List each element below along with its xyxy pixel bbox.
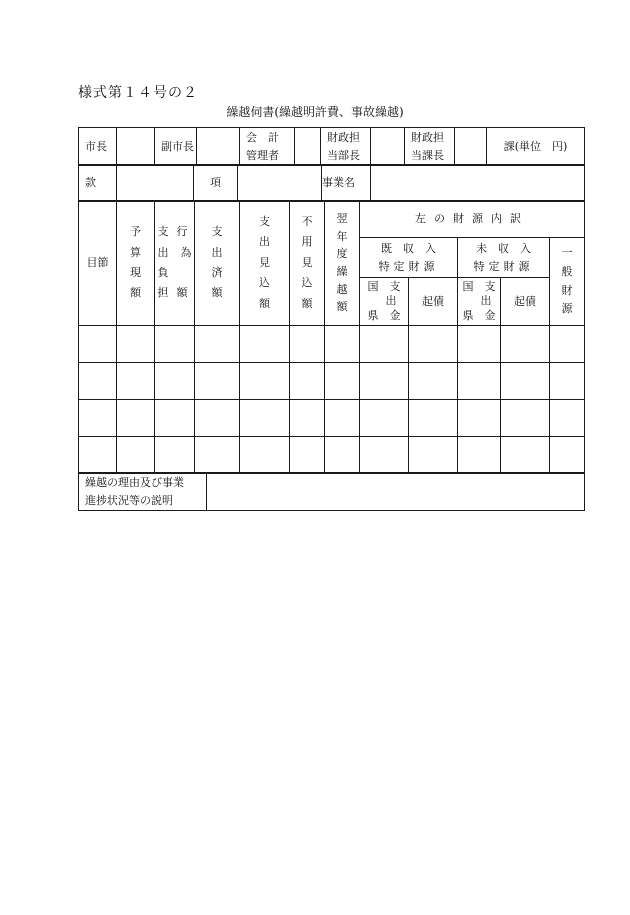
budget-amount-header — [117, 201, 155, 326]
kan-label: 款 — [79, 165, 117, 202]
unused-char: 込 — [301, 276, 313, 290]
table-cell[interactable] — [195, 400, 240, 437]
table-cell[interactable] — [409, 363, 458, 400]
finance-director-line2: 当部長 — [327, 148, 360, 162]
table-cell[interactable] — [409, 400, 458, 437]
expected-char: 見 — [259, 255, 270, 269]
table-cell[interactable] — [409, 437, 458, 474]
table-cell[interactable] — [195, 437, 240, 474]
received-specific-line2: 特定財源 — [378, 259, 439, 273]
project-name-value[interactable] — [371, 165, 585, 202]
table-cell[interactable] — [458, 326, 501, 363]
table-cell[interactable] — [325, 326, 360, 363]
expected-char: 込 — [259, 276, 270, 290]
national-pref-disbursement-header-2 — [458, 278, 501, 326]
table-cell[interactable] — [117, 437, 155, 474]
general-char: 財 — [561, 283, 573, 297]
table-cell[interactable] — [501, 437, 550, 474]
np-line2: 出 — [480, 294, 492, 308]
table-cell[interactable] — [240, 437, 290, 474]
table-row — [79, 400, 585, 437]
carryover-char: 額 — [336, 300, 348, 314]
table-cell[interactable] — [360, 363, 409, 400]
deputy-mayor-stamp-box[interactable] — [197, 128, 240, 166]
general-char: 般 — [561, 264, 573, 278]
finance-director-line1: 財政担 — [327, 131, 360, 145]
np-line2: 出 — [385, 294, 397, 308]
kan-value[interactable] — [117, 165, 194, 202]
finance-section-chief-line1: 財政担 — [411, 131, 444, 145]
expected-char: 出 — [259, 235, 270, 249]
carryover-char: 翌 — [336, 212, 348, 226]
source-breakdown-header: 左の財源内訳 — [360, 201, 585, 238]
table-cell[interactable] — [155, 363, 195, 400]
unreceived-specific-source-header — [458, 238, 550, 278]
carryover-char: 年 — [336, 229, 348, 243]
table-cell[interactable] — [458, 400, 501, 437]
paid-char: 済 — [211, 266, 223, 279]
unused-expected-header — [290, 201, 325, 326]
unreceived-specific-line1: 未 収 入 — [476, 242, 531, 256]
expenditure-char: 行 — [176, 225, 188, 239]
table-cell[interactable] — [290, 363, 325, 400]
table-row — [79, 363, 585, 400]
np-line3: 県 金 — [462, 308, 496, 322]
expected-char: 額 — [259, 296, 270, 310]
expenditure-char: 負 — [157, 266, 169, 279]
project-name-label: 事業名 — [322, 165, 371, 202]
reason-label-line2: 進捗状況等の説明 — [85, 493, 173, 507]
accounting-manager-stamp-box[interactable] — [295, 128, 321, 166]
form-number: 様式第１４号の２ — [78, 85, 198, 101]
deputy-mayor-label: 副市長 — [155, 128, 197, 166]
table-cell[interactable] — [501, 326, 550, 363]
table-cell[interactable] — [240, 400, 290, 437]
approval-table — [78, 127, 585, 166]
unused-char: 不 — [301, 215, 313, 229]
table-cell[interactable] — [79, 326, 117, 363]
received-specific-line1: 既 収 入 — [381, 242, 436, 256]
finance-section-chief-stamp-box[interactable] — [455, 128, 487, 166]
unused-char: 額 — [301, 296, 313, 310]
accounting-manager-label — [240, 128, 295, 166]
table-row — [79, 437, 585, 474]
table-cell[interactable] — [325, 400, 360, 437]
expenditure-char: 為 — [180, 245, 192, 259]
carryover-char: 度 — [336, 247, 348, 261]
np-line3: 県 金 — [367, 308, 401, 322]
paid-char: 出 — [211, 245, 223, 259]
table-cell[interactable] — [550, 326, 585, 363]
received-specific-source-header — [360, 238, 458, 278]
unused-char: 見 — [301, 255, 313, 269]
unreceived-specific-line2: 特定財源 — [473, 259, 534, 273]
mayor-stamp-box[interactable] — [117, 128, 155, 166]
table-cell[interactable] — [240, 326, 290, 363]
table-cell[interactable] — [79, 437, 117, 474]
table-cell[interactable] — [290, 326, 325, 363]
table-cell[interactable] — [195, 326, 240, 363]
table-cell[interactable] — [325, 437, 360, 474]
expenditure-char: 額 — [176, 286, 188, 300]
expenditure-commitment-header — [155, 201, 195, 326]
table-cell[interactable] — [79, 363, 117, 400]
kou-label: 項 — [194, 165, 238, 202]
paid-char: 支 — [211, 225, 223, 239]
table-cell[interactable] — [79, 400, 117, 437]
table-cell[interactable] — [501, 400, 550, 437]
expected-payment-header — [240, 201, 290, 326]
table-cell[interactable] — [117, 363, 155, 400]
reason-label — [79, 473, 207, 511]
np-line1: 国 支 — [462, 280, 496, 294]
finance-director-stamp-box[interactable] — [371, 128, 405, 166]
budget-char: 現 — [130, 266, 141, 279]
expenditure-char: 支 — [157, 225, 169, 239]
expenditure-char: 出 — [157, 245, 169, 259]
table-cell[interactable] — [155, 326, 195, 363]
budget-char: 額 — [130, 286, 141, 300]
general-source-header — [550, 238, 585, 326]
carryover-amount-header — [325, 201, 360, 326]
document-title: 繰越伺書(繰越明許費、事故繰越) — [226, 105, 404, 119]
table-cell[interactable] — [155, 400, 195, 437]
finance-section-chief-label — [405, 128, 455, 166]
expenditure-char: 担 — [157, 286, 169, 300]
moku-setsu-header: 目節 — [79, 201, 117, 326]
finance-director-label — [321, 128, 371, 166]
budget-char: 算 — [130, 245, 141, 259]
accounting-manager-line1: 会 計 — [246, 131, 279, 145]
table-cell[interactable] — [458, 363, 501, 400]
expected-char: 支 — [259, 215, 270, 229]
table-cell[interactable] — [290, 400, 325, 437]
table-cell[interactable] — [458, 437, 501, 474]
bond-header-1: 起債 — [409, 278, 458, 326]
national-pref-disbursement-header-1 — [360, 278, 409, 326]
table-cell[interactable] — [117, 326, 155, 363]
table-cell[interactable] — [117, 400, 155, 437]
table-cell[interactable] — [550, 437, 585, 474]
paid-amount-header — [195, 201, 240, 326]
table-cell[interactable] — [155, 437, 195, 474]
kou-value[interactable] — [238, 165, 322, 202]
table-cell[interactable] — [501, 363, 550, 400]
reason-label-line1: 繰越の理由及び事業 — [85, 475, 184, 489]
classification-table — [78, 164, 585, 202]
bond-header-2: 起債 — [501, 278, 550, 326]
unit-label: 課(単位 円) — [487, 128, 585, 166]
table-cell[interactable] — [360, 326, 409, 363]
finance-section-chief-line2: 当課長 — [411, 148, 444, 162]
general-char: 一 — [561, 246, 573, 260]
table-cell[interactable] — [325, 363, 360, 400]
unused-char: 用 — [301, 235, 313, 249]
table-cell[interactable] — [290, 437, 325, 474]
table-cell[interactable] — [550, 363, 585, 400]
table-cell[interactable] — [195, 363, 240, 400]
budget-char: 予 — [130, 225, 141, 239]
table-cell[interactable] — [360, 437, 409, 474]
accounting-manager-line2: 管理者 — [246, 148, 279, 162]
table-cell[interactable] — [550, 400, 585, 437]
general-char: 源 — [561, 302, 573, 316]
carryover-main-table — [78, 200, 585, 474]
carryover-char: 繰 — [336, 265, 348, 278]
table-row — [79, 326, 585, 363]
reason-text-box[interactable] — [207, 473, 585, 511]
table-cell[interactable] — [360, 400, 409, 437]
paid-char: 額 — [211, 286, 223, 300]
mayor-label: 市長 — [79, 128, 117, 166]
table-cell[interactable] — [409, 326, 458, 363]
reason-table — [78, 472, 585, 511]
np-line1: 国 支 — [367, 280, 401, 294]
carryover-char: 越 — [336, 282, 348, 296]
table-cell[interactable] — [240, 363, 290, 400]
